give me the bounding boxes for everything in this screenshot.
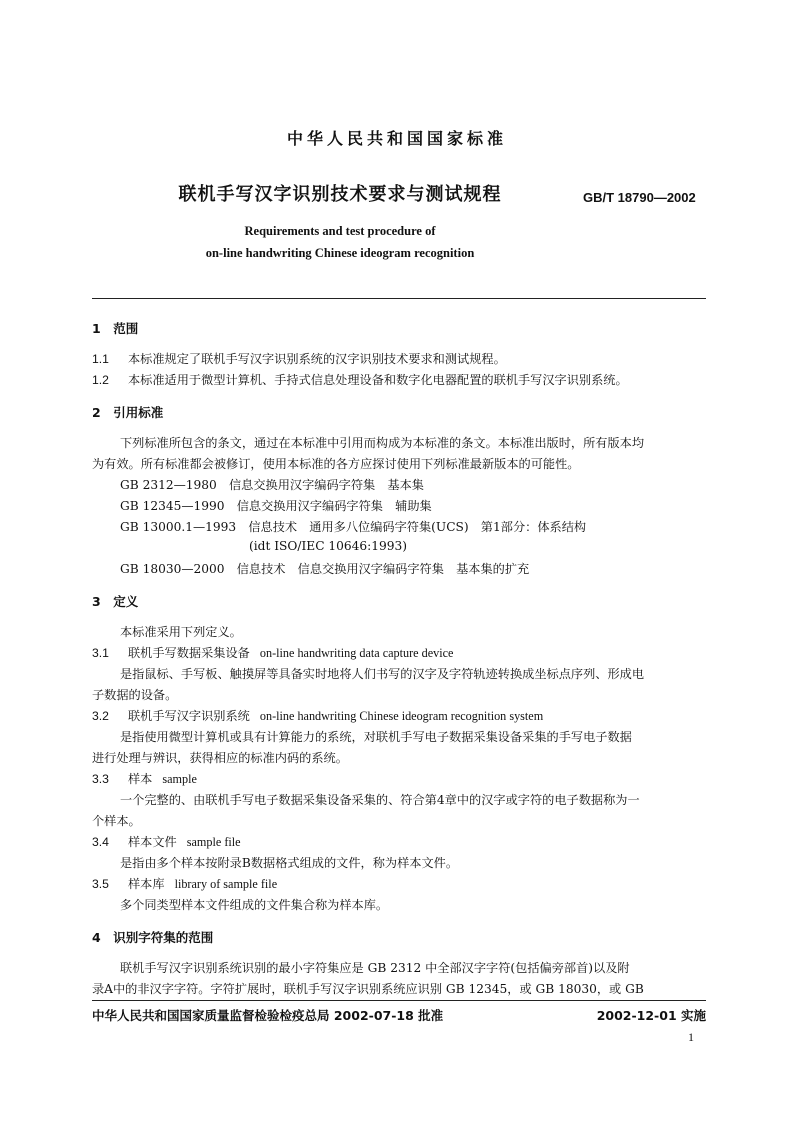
reference-item: GB 13000.1—1993 信息技术 通用多八位编码字符集(UCS) 第1部分：体系结构 [120,520,587,534]
reference-item: GB 18030—2000 信息技术 信息交换用汉字编码字符集 基本集的扩充 [120,562,530,576]
term: 样本库 [128,877,165,891]
term: 联机手写汉字识别系统 [128,709,250,723]
clause-number: 3.3 [92,772,109,786]
implementation-date: 2002-12-01 实施 [596,1008,706,1023]
clause-number: 3.1 [92,646,109,660]
section-2-heading: 2 引用标准 [92,405,164,420]
section-3-heading: 3 定义 [92,594,139,609]
clause-number: 3.5 [92,877,109,891]
definition-3-1 [92,644,453,661]
english-title-line-2: on-line handwriting Chinese ideogram recognition [205,246,475,260]
term-english: sample [162,772,197,786]
term-english: on-line handwriting Chinese ideogram recognition system [259,709,544,723]
term: 样本文件 [128,835,177,849]
definition-3-2 [92,707,543,724]
clause-1-1 [92,350,506,367]
paragraph-line: 多个同类型样本文件组成的文件集合称为样本库。 [120,898,389,912]
term-english: on-line handwriting data capture device [259,646,454,660]
clause-number: 3.2 [92,709,109,723]
paragraph-line: 录A中的非汉字字符。字符扩展时，联机手写汉字识别系统应识别 GB 12345，或 GB 18030，或 GB [92,982,644,996]
term: 联机手写数据采集设备 [128,646,250,660]
approval-line: 中华人民共和国国家质量监督检验检疫总局 2002-07-18 批准 [92,1008,444,1023]
section-4-heading: 4 识别字符集的范围 [92,930,214,945]
definition-3-4 [92,833,241,850]
header-divider [92,298,706,299]
standard-number: GB/T 18790—2002 [583,190,696,205]
national-standard-label: 中华人民共和国国家标准 [286,129,507,148]
reference-item: GB 2312—1980 信息交换用汉字编码字符集 基本集 [120,478,424,492]
definition-3-5 [92,875,277,892]
document-title: 联机手写汉字识别技术要求与测试规程 [178,184,502,205]
paragraph-line: 子数据的设备。 [92,688,178,702]
footer-divider [92,1000,706,1001]
term-english: library of sample file [174,877,278,891]
clause-number: 1.1 [92,352,109,366]
clause-text: 本标准规定了联机手写汉字识别系统的汉字识别技术要求和测试规程。 [128,352,506,366]
paragraph-line: 本标准采用下列定义。 [120,625,242,639]
english-title-line-1: Requirements and test procedure of [244,224,436,238]
paragraph-line: 一个完整的、由联机手写电子数据采集设备采集的、符合第4章中的汉字或字符的电子数据称为一 [120,793,640,807]
definition-3-3 [92,770,197,787]
paragraph-line: 进行处理与辨识，获得相应的标准内码的系统。 [92,751,348,765]
clause-1-2 [92,371,628,388]
paragraph-line: 下列标准所包含的条文，通过在本标准中引用而构成为本标准的条文。本标准出版时，所有版本均 [120,436,645,450]
reference-item-continuation: (idt ISO/IEC 10646:1993) [249,539,408,553]
clause-text: 本标准适用于微型计算机、手持式信息处理设备和数字化电器配置的联机手写汉字识别系统。 [128,373,628,387]
clause-number: 1.2 [92,373,109,387]
reference-item: GB 12345—1990 信息交换用汉字编码字符集 辅助集 [120,499,432,513]
paragraph-line: 是指由多个样本按附录B数据格式组成的文件，称为样本文件。 [120,856,459,870]
paragraph-line: 是指鼠标、手写板、触摸屏等具备实时地将人们书写的汉字及字符轨迹转换成坐标点序列、形成电 [120,667,645,681]
term-english: sample file [186,835,241,849]
page-number: 1 [688,1030,694,1044]
term: 样本 [128,772,153,786]
paragraph-line: 为有效。所有标准都会被修订，使用本标准的各方应探讨使用下列标准最新版本的可能性。 [92,457,580,471]
paragraph-line: 个样本。 [92,814,141,828]
section-1-heading: 1 范围 [92,321,139,336]
paragraph-line: 是指使用微型计算机或具有计算能力的系统，对联机手写电子数据采集设备采集的手写电子数据 [120,730,632,744]
paragraph-line: 联机手写汉字识别系统识别的最小字符集应是 GB 2312 中全部汉字字符(包括偏旁部首)以及附 [120,961,630,975]
clause-number: 3.4 [92,835,109,849]
